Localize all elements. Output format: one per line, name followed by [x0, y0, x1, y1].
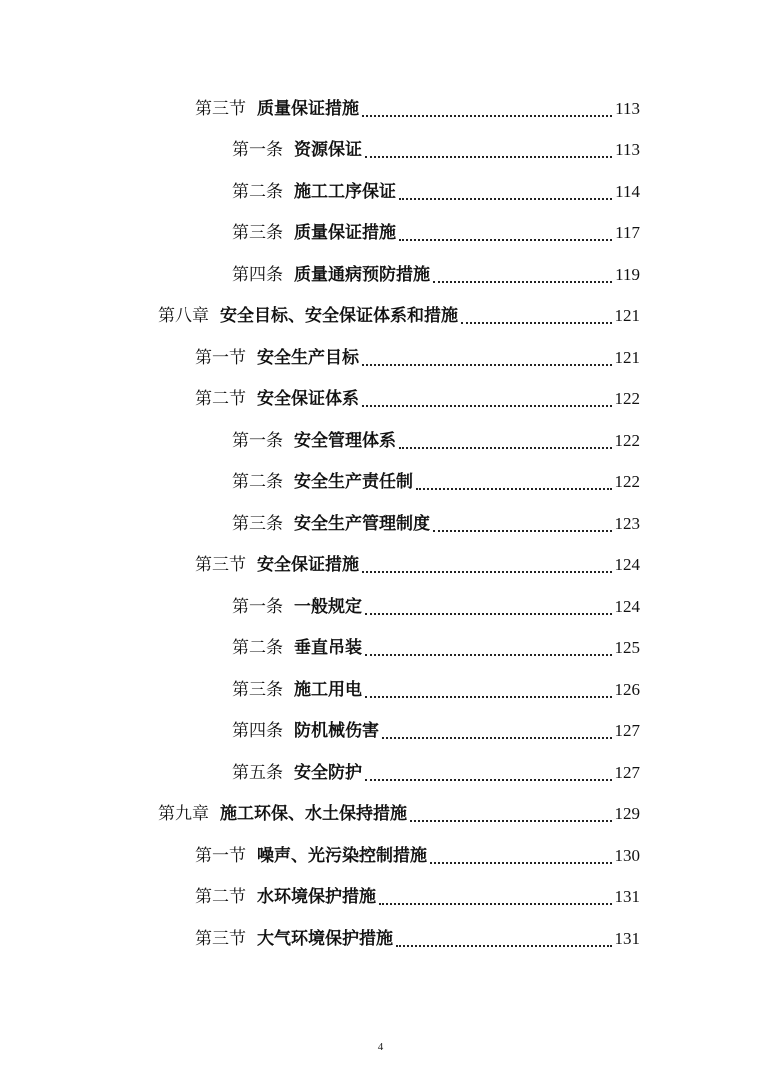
dot-leader [410, 820, 612, 822]
table-of-contents [0, 88, 761, 960]
toc-entry[interactable] [195, 877, 640, 919]
toc-entry-title: 资源保证 [294, 140, 362, 161]
toc-entry-title: 施工环保、水土保持措施 [220, 804, 407, 825]
toc-entry[interactable] [232, 171, 640, 213]
dot-leader [362, 364, 612, 366]
toc-entry-title: 安全管理体系 [294, 430, 396, 451]
toc-entry-page: 130 [614, 845, 640, 865]
toc-entry[interactable] [195, 379, 640, 421]
dot-leader [433, 530, 612, 532]
dot-leader [399, 198, 612, 200]
toc-entry-page: 113 [615, 98, 640, 118]
toc-entry-page: 122 [614, 389, 640, 409]
toc-entry-page: 113 [615, 140, 640, 160]
toc-entry-title: 质量保证措施 [257, 98, 359, 119]
toc-entry-title: 防机械伤害 [294, 721, 379, 742]
toc-entry-page: 121 [614, 347, 640, 367]
toc-entry-title: 安全保证体系 [257, 389, 359, 410]
toc-entry-number: 第一节 [195, 845, 246, 866]
toc-entry-page: 129 [614, 804, 640, 824]
toc-entry-page: 131 [614, 928, 640, 948]
toc-entry-page: 119 [615, 264, 640, 284]
toc-entry-page: 114 [615, 181, 640, 201]
toc-entry-number: 第八章 [158, 306, 209, 327]
dot-leader [399, 447, 612, 449]
toc-entry-page: 125 [614, 638, 640, 658]
toc-entry-number: 第二节 [195, 389, 246, 410]
dot-leader [365, 696, 612, 698]
toc-entry-title: 大气环境保护措施 [257, 928, 393, 949]
toc-entry-page: 122 [614, 430, 640, 450]
toc-entry-title: 安全生产管理制度 [294, 513, 430, 534]
toc-entry-title: 质量保证措施 [294, 223, 396, 244]
toc-entry-number: 第三条 [232, 223, 283, 244]
toc-entry[interactable] [232, 586, 640, 628]
toc-entry[interactable] [195, 918, 640, 960]
dot-leader [365, 613, 612, 615]
toc-entry-title: 质量通病预防措施 [294, 264, 430, 285]
toc-entry-number: 第三条 [232, 513, 283, 534]
toc-entry-number: 第二条 [232, 638, 283, 659]
dot-leader [399, 239, 612, 241]
toc-entry[interactable] [232, 420, 640, 462]
dot-leader [382, 737, 612, 739]
dot-leader [362, 405, 612, 407]
toc-entry-title: 安全生产责任制 [294, 472, 413, 493]
toc-entry-page: 117 [615, 223, 640, 243]
dot-leader [365, 156, 612, 158]
dot-leader [396, 945, 612, 947]
toc-entry[interactable] [232, 462, 640, 504]
toc-entry-page: 124 [614, 596, 640, 616]
toc-entry-number: 第三条 [232, 679, 283, 700]
toc-entry-number: 第九章 [158, 804, 209, 825]
toc-entry-page: 131 [614, 887, 640, 907]
toc-entry[interactable] [232, 213, 640, 255]
toc-entry-page: 121 [614, 306, 640, 326]
toc-entry-page: 126 [614, 679, 640, 699]
dot-leader [362, 571, 612, 573]
dot-leader [379, 903, 612, 905]
toc-entry-page: 122 [614, 472, 640, 492]
toc-entry-number: 第一节 [195, 347, 246, 368]
toc-entry-title: 安全目标、安全保证体系和措施 [220, 306, 458, 327]
toc-entry-page: 127 [614, 721, 640, 741]
toc-entry-number: 第四条 [232, 264, 283, 285]
toc-entry[interactable] [232, 130, 640, 172]
toc-entry-number: 第二节 [195, 887, 246, 908]
toc-entry[interactable] [195, 545, 640, 587]
dot-leader [461, 322, 612, 324]
toc-entry[interactable] [232, 669, 640, 711]
toc-entry-page: 127 [614, 762, 640, 782]
toc-entry-title: 施工用电 [294, 679, 362, 700]
toc-entry-number: 第三节 [195, 98, 246, 119]
toc-entry-number: 第四条 [232, 721, 283, 742]
toc-entry[interactable] [232, 628, 640, 670]
toc-entry-number: 第二条 [232, 181, 283, 202]
toc-entry-number: 第一条 [232, 430, 283, 451]
toc-entry-title: 一般规定 [294, 596, 362, 617]
toc-entry[interactable] [195, 337, 640, 379]
toc-entry[interactable] [232, 711, 640, 753]
toc-entry-number: 第三节 [195, 555, 246, 576]
dot-leader [365, 654, 612, 656]
toc-entry[interactable] [232, 752, 640, 794]
toc-entry-number: 第一条 [232, 140, 283, 161]
dot-leader [365, 779, 612, 781]
toc-entry-number: 第五条 [232, 762, 283, 783]
toc-entry-title: 垂直吊装 [294, 638, 362, 659]
toc-entry-number: 第三节 [195, 928, 246, 949]
toc-entry-title: 安全保证措施 [257, 555, 359, 576]
toc-entry-title: 安全生产目标 [257, 347, 359, 368]
toc-entry-title: 水环境保护措施 [257, 887, 376, 908]
toc-entry-page: 123 [614, 513, 640, 533]
dot-leader [416, 488, 612, 490]
dot-leader [430, 862, 612, 864]
toc-entry-title: 安全防护 [294, 762, 362, 783]
toc-entry-title: 噪声、光污染控制措施 [257, 845, 427, 866]
toc-entry[interactable] [232, 503, 640, 545]
toc-entry-page: 124 [614, 555, 640, 575]
toc-entry[interactable] [158, 296, 640, 338]
toc-entry[interactable] [232, 254, 640, 296]
toc-entry[interactable] [158, 794, 640, 836]
page-number: 4 [377, 1041, 384, 1053]
toc-entry-number: 第二条 [232, 472, 283, 493]
dot-leader [433, 281, 612, 283]
toc-entry[interactable] [195, 835, 640, 877]
dot-leader [362, 115, 612, 117]
toc-entry[interactable] [195, 88, 640, 130]
toc-entry-title: 施工工序保证 [294, 181, 396, 202]
toc-entry-number: 第一条 [232, 596, 283, 617]
